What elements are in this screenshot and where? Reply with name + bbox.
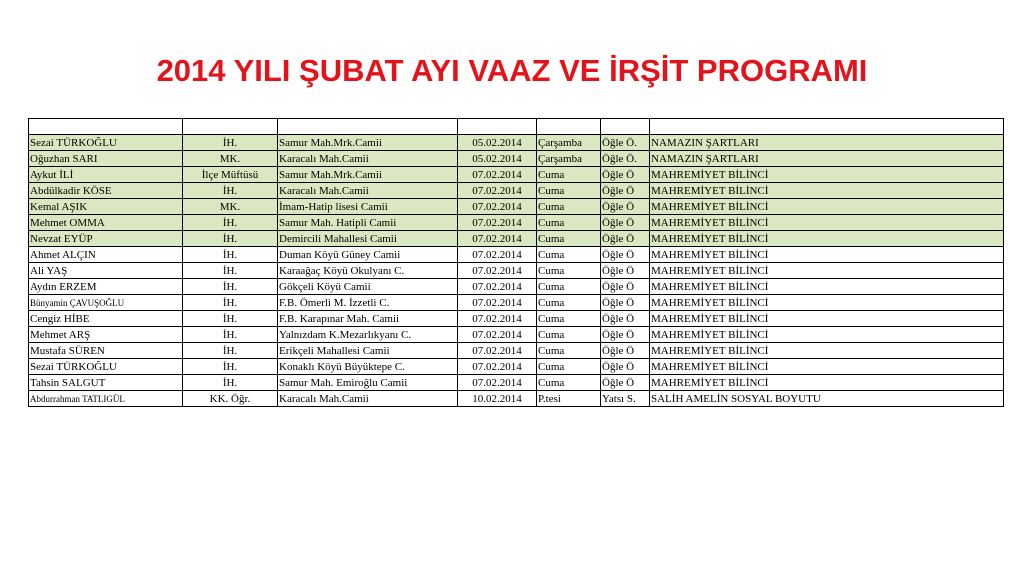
prayer-time: Öğle Ö [601, 295, 650, 311]
sermon-topic: MAHREMİYET BİLİNCİ [650, 183, 1004, 199]
header-cell [29, 119, 183, 135]
header-cell [537, 119, 601, 135]
sermon-day: Cuma [537, 263, 601, 279]
sermon-date: 07.02.2014 [458, 247, 537, 263]
table-row [29, 183, 1004, 199]
preacher-title: KK. Öğr. [183, 391, 278, 407]
prayer-time: Öğle Ö [601, 215, 650, 231]
sermon-date: 07.02.2014 [458, 215, 537, 231]
sermon-day: P.tesi [537, 391, 601, 407]
sermon-topic: MAHREMİYET BİLİNCİ [650, 343, 1004, 359]
sermon-topic: MAHREMİYET BİLİNCİ [650, 215, 1004, 231]
sermon-day: Cuma [537, 247, 601, 263]
sermon-topic: MAHREMİYET BİLİNCİ [650, 295, 1004, 311]
preacher-name: Oğuzhan SARI [29, 151, 183, 167]
table-row [29, 359, 1004, 375]
table-row [29, 295, 1004, 311]
sermon-topic: NAMAZIN ŞARTLARI [650, 151, 1004, 167]
table-row [29, 231, 1004, 247]
prayer-time: Öğle Ö [601, 199, 650, 215]
preacher-name: Cengiz HİBE [29, 311, 183, 327]
prayer-time: Öğle Ö [601, 375, 650, 391]
prayer-time: Yatsı S. [601, 391, 650, 407]
mosque-name: Demircili Mahallesi Camii [278, 231, 458, 247]
sermon-day: Cuma [537, 311, 601, 327]
mosque-name: Samur Mah.Mrk.Camii [278, 167, 458, 183]
prayer-time: Öğle Ö. [601, 151, 650, 167]
sermon-topic: MAHREMİYET BİLİNCİ [650, 359, 1004, 375]
preacher-name: Aykut İLİ [29, 167, 183, 183]
preacher-name: Abdülkadir KÖSE [29, 183, 183, 199]
sermon-day: Çarşamba [537, 151, 601, 167]
preacher-title: İH. [183, 263, 278, 279]
sermon-day: Cuma [537, 183, 601, 199]
table-row [29, 135, 1004, 151]
preacher-name: Kemal AŞIK [29, 199, 183, 215]
sermon-date: 07.02.2014 [458, 327, 537, 343]
sermon-day: Cuma [537, 359, 601, 375]
prayer-time: Öğle Ö [601, 167, 650, 183]
sermon-day: Cuma [537, 279, 601, 295]
sermon-day: Cuma [537, 295, 601, 311]
prayer-time: Öğle Ö [601, 279, 650, 295]
table-row [29, 391, 1004, 407]
sermon-date: 07.02.2014 [458, 263, 537, 279]
prayer-time: Öğle Ö [601, 359, 650, 375]
sermon-date: 07.02.2014 [458, 231, 537, 247]
sermon-topic: SALİH AMELİN SOSYAL BOYUTU [650, 391, 1004, 407]
mosque-name: F.B. Karapınar Mah. Camii [278, 311, 458, 327]
table-row [29, 279, 1004, 295]
mosque-name: Samur Mah.Mrk.Camii [278, 135, 458, 151]
header-cell [183, 119, 278, 135]
sermon-day: Cuma [537, 327, 601, 343]
preacher-title: İH. [183, 375, 278, 391]
table-row [29, 327, 1004, 343]
mosque-name: Karaağaç Köyü Okulyanı C. [278, 263, 458, 279]
preacher-name: Mehmet OMMA [29, 215, 183, 231]
prayer-time: Öğle Ö. [601, 135, 650, 151]
table-row [29, 311, 1004, 327]
sermon-topic: MAHREMİYET BİLİNCİ [650, 263, 1004, 279]
header-cell [650, 119, 1004, 135]
table-row [29, 215, 1004, 231]
prayer-time: Öğle Ö [601, 263, 650, 279]
mosque-name: Gökçeli Köyü Camii [278, 279, 458, 295]
prayer-time: Öğle Ö [601, 231, 650, 247]
mosque-name: Karacalı Mah.Camii [278, 391, 458, 407]
table-row [29, 199, 1004, 215]
sermon-topic: MAHREMİYET BİLİNCİ [650, 199, 1004, 215]
sermon-date: 07.02.2014 [458, 167, 537, 183]
sermon-date: 10.02.2014 [458, 391, 537, 407]
preacher-title: İH. [183, 311, 278, 327]
sermon-date: 07.02.2014 [458, 183, 537, 199]
table-row [29, 263, 1004, 279]
mosque-name: F.B. Ömerli M. İzzetli C. [278, 295, 458, 311]
mosque-name: Samur Mah. Emiroğlu Camii [278, 375, 458, 391]
preacher-title: İH. [183, 327, 278, 343]
preacher-title: İH. [183, 231, 278, 247]
preacher-title: MK. [183, 151, 278, 167]
sermon-topic: MAHREMİYET BİLİNCİ [650, 311, 1004, 327]
sermon-topic: MAHREMİYET BİLİNCİ [650, 375, 1004, 391]
header-cell [601, 119, 650, 135]
sermon-day: Cuma [537, 199, 601, 215]
preacher-title: MK. [183, 199, 278, 215]
prayer-time: Öğle Ö [601, 327, 650, 343]
preacher-title: İH. [183, 343, 278, 359]
table-header-row [29, 119, 1004, 135]
preacher-title: İH. [183, 135, 278, 151]
prayer-time: Öğle Ö [601, 311, 650, 327]
sermon-date: 07.02.2014 [458, 199, 537, 215]
sermon-day: Çarşamba [537, 135, 601, 151]
sermon-topic: MAHREMİYET BİLİNCİ [650, 279, 1004, 295]
table-row [29, 375, 1004, 391]
sermon-date: 05.02.2014 [458, 151, 537, 167]
preacher-title: İlçe Müftüsü [183, 167, 278, 183]
sermon-day: Cuma [537, 231, 601, 247]
mosque-name: Duman Köyü Güney Camii [278, 247, 458, 263]
sermon-day: Cuma [537, 215, 601, 231]
table-row [29, 167, 1004, 183]
prayer-time: Öğle Ö [601, 183, 650, 199]
preacher-title: İH. [183, 247, 278, 263]
sermon-day: Cuma [537, 375, 601, 391]
mosque-name: İmam-Hatip lisesi Camii [278, 199, 458, 215]
sermon-day: Cuma [537, 167, 601, 183]
sermon-date: 07.02.2014 [458, 295, 537, 311]
preacher-name: Ahmet ALÇIN [29, 247, 183, 263]
preacher-name: Aydın ERZEM [29, 279, 183, 295]
sermon-date: 07.02.2014 [458, 311, 537, 327]
sermon-date: 07.02.2014 [458, 359, 537, 375]
table-row [29, 151, 1004, 167]
sermon-date: 07.02.2014 [458, 279, 537, 295]
preacher-title: İH. [183, 215, 278, 231]
preacher-title: İH. [183, 359, 278, 375]
mosque-name: Karacalı Mah.Camii [278, 151, 458, 167]
sermon-topic: MAHREMİYET BİLİNCİ [650, 327, 1004, 343]
mosque-name: Konaklı Köyü Büyüktepe C. [278, 359, 458, 375]
sermon-day: Cuma [537, 343, 601, 359]
preacher-title: İH. [183, 183, 278, 199]
preacher-name: Nevzat EYÜP [29, 231, 183, 247]
sermon-date: 05.02.2014 [458, 135, 537, 151]
table-row [29, 247, 1004, 263]
sermon-topic: MAHREMİYET BİLİNCİ [650, 247, 1004, 263]
preacher-title: İH. [183, 295, 278, 311]
preacher-name: Abdurrahman TATLIGÜL [29, 391, 183, 407]
sermon-topic: MAHREMİYET BİLİNCİ [650, 167, 1004, 183]
prayer-time: Öğle Ö [601, 343, 650, 359]
preacher-name: Bünyamin ÇAVUŞOĞLU [29, 295, 183, 311]
table-row [29, 343, 1004, 359]
page-title: 2014 YILI ŞUBAT AYI VAAZ VE İRŞİT PROGRAMI [156, 53, 868, 88]
sermon-topic: NAMAZIN ŞARTLARI [650, 135, 1004, 151]
mosque-name: Erikçeli Mahallesi Camii [278, 343, 458, 359]
preacher-title: İH. [183, 279, 278, 295]
preacher-name: Tahsin SALGUT [29, 375, 183, 391]
mosque-name: Yalnızdam K.Mezarlıkyanı C. [278, 327, 458, 343]
preacher-name: Mustafa SÜREN [29, 343, 183, 359]
header-cell [458, 119, 537, 135]
mosque-name: Karacalı Mah.Camii [278, 183, 458, 199]
sermon-date: 07.02.2014 [458, 343, 537, 359]
header-cell [278, 119, 458, 135]
preacher-name: Sezai TÜRKOĞLU [29, 359, 183, 375]
preacher-name: Ali YAŞ [29, 263, 183, 279]
sermon-date: 07.02.2014 [458, 375, 537, 391]
preacher-name: Sezai TÜRKOĞLU [29, 135, 183, 151]
mosque-name: Samur Mah. Hatipli Camii [278, 215, 458, 231]
prayer-time: Öğle Ö [601, 247, 650, 263]
preacher-name: Mehmet ARŞ [29, 327, 183, 343]
program-table [28, 118, 1004, 407]
sermon-topic: MAHREMİYET BİLİNCİ [650, 231, 1004, 247]
